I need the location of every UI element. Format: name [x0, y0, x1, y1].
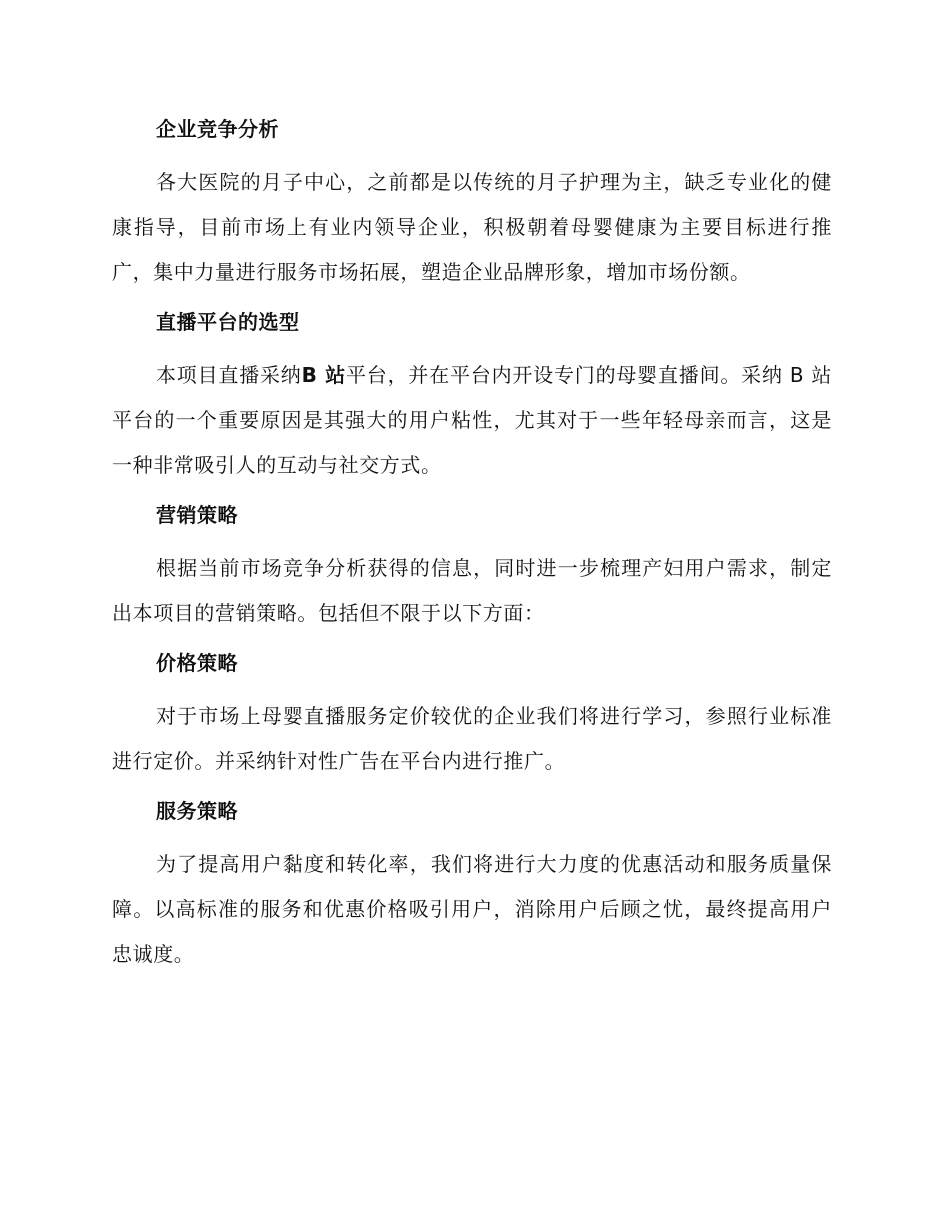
- section-heading-service: 服务策略: [156, 799, 238, 823]
- section-paragraph-marketing: 根据当前市场竞争分析获得的信息，同时进一步梳理产妇用户需求，制定出本项目的营销策略。包括但不限于以下方面：: [112, 556, 832, 625]
- section-heading-pricing: 价格策略: [156, 651, 238, 675]
- platform-paragraph-end: 平台，并在平台内开设专门的母婴直播间。采纳 B 站平台的一个重要原因是其强大的用户粘性，尤其对于一些年轻母亲而言，这是一种非常吸引人的互动与社交方式。: [112, 363, 832, 477]
- section-paragraph-service: 为了提高用户黏度和转化率，我们将进行大力度的优惠活动和服务质量保障。以高标准的服务和优惠价格吸引用户，消除用户后顾之忧，最终提高用户忠诚度。: [112, 852, 832, 966]
- platform-name-bold: B 站: [301, 363, 346, 387]
- section-heading-platform: 直播平台的选型: [156, 310, 300, 334]
- section-paragraph-platform: [112, 353, 832, 488]
- section-paragraph-pricing: 对于市场上母婴直播服务定价较优的企业我们将进行学习，参照行业标准进行定价。并采纳针对性广告在平台内进行推广。: [112, 704, 832, 773]
- section-heading-marketing: 营销策略: [156, 503, 238, 527]
- document-content: [112, 112, 832, 987]
- platform-paragraph-start: 本项目直播采纳: [156, 363, 302, 387]
- section-paragraph-competition: 各大医院的月子中心，之前都是以传统的月子护理为主，缺乏专业化的健康指导，目前市场上有业内领导企业，积极朝着母婴健康为主要目标进行推广，集中力量进行服务市场拓展，塑造企业品牌形象，增加市场份额。: [112, 170, 832, 284]
- section-heading-competition: 企业竞争分析: [156, 117, 279, 141]
